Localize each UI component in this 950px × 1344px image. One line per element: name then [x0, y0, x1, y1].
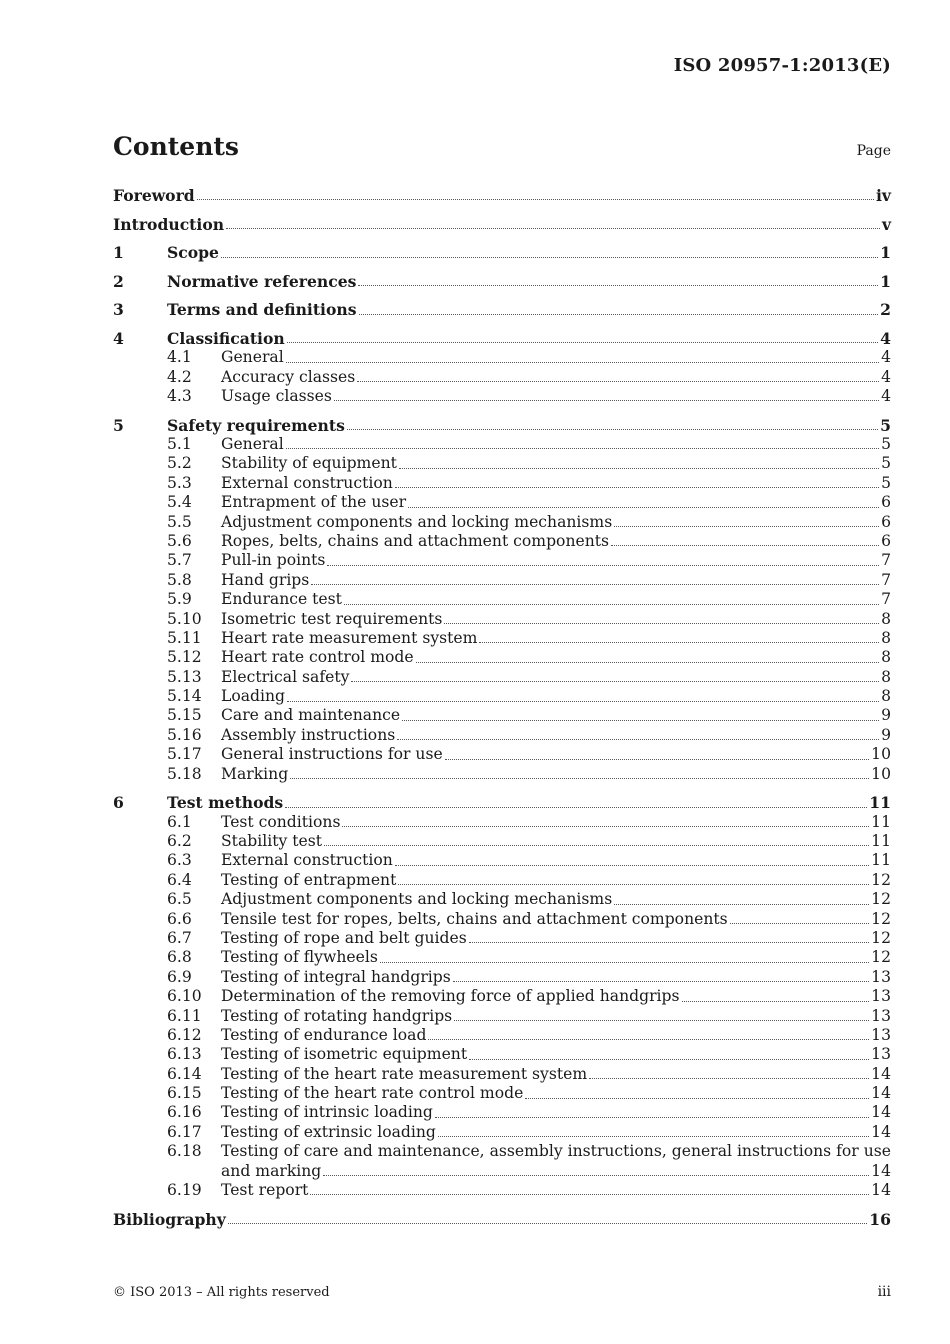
toc-entry[interactable] — [113, 745, 891, 764]
toc-entry[interactable] — [113, 987, 891, 1006]
toc-entry-number: 5.7 — [167, 551, 192, 570]
toc-entry-page: 12 — [871, 948, 891, 967]
toc-entry[interactable] — [113, 1065, 891, 1084]
toc-entry-number: 5.4 — [167, 493, 192, 512]
dot-leader — [285, 807, 867, 808]
toc-entry-page: 10 — [871, 745, 891, 764]
dot-leader — [342, 826, 869, 827]
toc-entry-label: Test report — [221, 1181, 309, 1200]
toc-entry-number: 5.17 — [167, 745, 202, 764]
toc-entry-page: 16 — [869, 1209, 891, 1229]
toc-entry-page: 5 — [881, 454, 891, 473]
toc-entry-page: 9 — [881, 725, 891, 744]
toc-entry-number: 5.8 — [167, 570, 192, 589]
dot-leader — [287, 342, 878, 343]
footer-copyright: © ISO 2013 – All rights reserved — [113, 1285, 330, 1300]
toc-entry-number: 6.16 — [167, 1103, 202, 1122]
dot-leader — [397, 739, 879, 740]
toc-entry-number: 5.1 — [167, 435, 192, 454]
toc-entry[interactable] — [113, 300, 891, 319]
toc-entry-page: 5 — [880, 415, 891, 435]
toc-entry-label: Heart rate control mode — [221, 648, 414, 667]
dot-leader — [444, 623, 879, 624]
toc-entry-page: 7 — [881, 551, 891, 570]
toc-entry-page: v — [881, 214, 891, 234]
toc-entry-page: 6 — [881, 512, 891, 531]
toc-entry[interactable] — [113, 1045, 891, 1064]
toc-entry-number: 6.10 — [167, 987, 202, 1006]
toc-entry-label: External construction — [221, 851, 393, 870]
toc-entry[interactable] — [113, 186, 891, 205]
dot-leader — [347, 429, 878, 430]
toc-entry-number: 6.3 — [167, 851, 192, 870]
toc-entry[interactable] — [113, 629, 891, 648]
toc-entry-page: 8 — [881, 687, 891, 706]
toc-entry-page: 8 — [881, 648, 891, 667]
toc-entry-label: Classification — [167, 328, 285, 348]
toc-title: Contents — [113, 132, 240, 161]
toc-entry-page: 14 — [871, 1064, 891, 1083]
toc-entry-page: 8 — [881, 667, 891, 686]
dot-leader — [395, 487, 879, 488]
dot-leader — [525, 1098, 869, 1099]
toc-entry-page: 14 — [871, 1103, 891, 1122]
toc-entry[interactable] — [113, 272, 891, 291]
dot-leader — [221, 257, 878, 258]
toc-entry-page: 6 — [881, 531, 891, 550]
dot-leader — [197, 199, 874, 200]
toc-entry-label: General — [221, 348, 284, 367]
table-of-contents — [113, 186, 891, 1229]
toc-entry-number: 6.17 — [167, 1122, 202, 1141]
toc-entry-label: Stability test — [221, 832, 322, 851]
dot-leader — [453, 981, 869, 982]
toc-entry-label: Test conditions — [221, 812, 341, 831]
toc-entry-page: 4 — [881, 367, 891, 386]
toc-entry-page: 12 — [871, 928, 891, 947]
toc-entry-label: Ropes, belts, chains and attachment components — [221, 531, 610, 550]
toc-entry-page: 14 — [871, 1122, 891, 1141]
toc-entry-number: 6.15 — [167, 1084, 202, 1103]
dot-leader — [445, 759, 869, 760]
dot-leader — [359, 314, 879, 315]
toc-entry[interactable] — [113, 474, 891, 493]
toc-entry-number: 6.19 — [167, 1181, 202, 1200]
toc-entry-label: Introduction — [113, 214, 225, 234]
toc-entry-label: Testing of the heart rate measurement system — [221, 1064, 588, 1083]
toc-header — [113, 132, 891, 161]
toc-entry-label: Adjustment components and locking mechanisms — [221, 890, 613, 909]
toc-entry[interactable] — [113, 513, 891, 532]
toc-entry-number: 6.7 — [167, 928, 192, 947]
toc-entry[interactable] — [113, 910, 891, 929]
toc-entry[interactable] — [113, 929, 891, 948]
toc-entry-number: 6.13 — [167, 1045, 202, 1064]
toc-entry-number: 5.14 — [167, 687, 202, 706]
toc-entry-page: 8 — [881, 628, 891, 647]
toc-entry[interactable] — [113, 890, 891, 909]
toc-entry[interactable] — [113, 707, 891, 726]
toc-entry-number: 5.9 — [167, 590, 192, 609]
toc-entry[interactable] — [113, 532, 891, 551]
toc-entry-page: 7 — [881, 590, 891, 609]
toc-entry-label: Testing of rope and belt guides — [221, 928, 467, 947]
toc-entry-label: Loading — [221, 687, 286, 706]
toc-entry-label: Safety requirements — [167, 415, 345, 435]
toc-entry-label: Testing of entrapment — [221, 870, 397, 889]
dot-leader — [324, 845, 869, 846]
toc-entry-label: Terms and definitions — [167, 300, 357, 320]
dot-leader — [334, 400, 879, 401]
toc-entry-page: 13 — [871, 1006, 891, 1025]
toc-entry[interactable] — [113, 1142, 891, 1181]
toc-entry[interactable] — [113, 1084, 891, 1103]
toc-entry-number: 6.8 — [167, 948, 192, 967]
toc-entry-label: General instructions for use — [221, 745, 443, 764]
toc-entry-page: 9 — [881, 706, 891, 725]
dot-leader — [228, 1223, 868, 1224]
dot-leader — [290, 778, 869, 779]
toc-entry-label: Electrical safety — [221, 667, 350, 686]
dot-leader — [398, 884, 869, 885]
toc-entry-number: 6.4 — [167, 870, 192, 889]
toc-entry[interactable] — [113, 454, 891, 473]
toc-entry-number: 4.3 — [167, 387, 192, 406]
dot-leader — [311, 584, 879, 585]
toc-entry[interactable] — [113, 590, 891, 609]
toc-entry[interactable] — [113, 687, 891, 706]
toc-entry-page: 4 — [881, 348, 891, 367]
toc-entry[interactable] — [113, 851, 891, 870]
dot-leader — [408, 507, 879, 508]
toc-entry-page: 12 — [871, 890, 891, 909]
toc-entry-label: Testing of the heart rate control mode — [221, 1084, 524, 1103]
toc-entry-page: 13 — [871, 987, 891, 1006]
dot-leader — [611, 545, 879, 546]
dot-leader — [469, 1059, 869, 1060]
toc-entry[interactable] — [113, 243, 891, 262]
toc-entry-number: 5.13 — [167, 667, 202, 686]
toc-entry-page: 11 — [871, 812, 891, 831]
toc-entry-page: iv — [876, 185, 891, 205]
toc-entry-label: Testing of rotating handgrips — [221, 1006, 453, 1025]
toc-page-label: Page — [856, 143, 891, 159]
toc-entry-page: 8 — [881, 609, 891, 628]
toc-entry-number: 4 — [113, 328, 124, 348]
toc-entry[interactable] — [113, 871, 891, 890]
toc-entry-page: 6 — [881, 493, 891, 512]
dot-leader — [399, 468, 879, 469]
toc-entry[interactable] — [113, 793, 891, 812]
toc-entry-label: Usage classes — [221, 387, 332, 406]
toc-entry-number: 5.6 — [167, 531, 192, 550]
toc-entry-page: 2 — [880, 300, 891, 320]
toc-entry-label: General — [221, 435, 284, 454]
toc-entry-label: Marking — [221, 764, 289, 783]
dot-leader — [358, 285, 878, 286]
toc-entry-number: 6.2 — [167, 832, 192, 851]
toc-entry-number: 6.12 — [167, 1025, 202, 1044]
toc-entry[interactable] — [113, 968, 891, 987]
toc-entry-label: Stability of equipment — [221, 454, 397, 473]
toc-entry[interactable] — [113, 765, 891, 784]
toc-entry-number: 5.3 — [167, 473, 192, 492]
dot-leader — [344, 604, 879, 605]
toc-entry[interactable] — [113, 1007, 891, 1026]
footer-page-number: iii — [877, 1284, 891, 1300]
toc-entry-number: 5.15 — [167, 706, 202, 725]
toc-entry-label: Entrapment of the user — [221, 493, 407, 512]
toc-entry[interactable] — [113, 368, 891, 387]
toc-entry-label: Testing of isometric equipment — [221, 1045, 468, 1064]
dot-leader — [310, 1194, 869, 1195]
toc-entry[interactable] — [113, 416, 891, 435]
dot-leader — [327, 565, 879, 566]
toc-entry-number: 5.16 — [167, 725, 202, 744]
toc-entry[interactable] — [113, 493, 891, 512]
dot-leader — [682, 1001, 870, 1002]
toc-entry-label: Testing of flywheels — [221, 948, 378, 967]
dot-leader — [380, 962, 869, 963]
toc-entry[interactable] — [113, 1210, 891, 1229]
toc-entry-number: 5.11 — [167, 628, 202, 647]
dot-leader — [395, 865, 869, 866]
toc-entry-label: Tensile test for ropes, belts, chains and attachment components — [221, 909, 728, 928]
toc-entry-page: 5 — [881, 435, 891, 454]
dot-leader — [469, 942, 869, 943]
toc-entry-label-continued: and marking — [221, 1161, 322, 1180]
toc-entry-number: 4.1 — [167, 348, 192, 367]
toc-entry-label: Determination of the removing force of applied handgrips — [221, 987, 680, 1006]
toc-entry-page: 13 — [871, 967, 891, 986]
toc-entry[interactable] — [113, 1123, 891, 1142]
toc-entry-page: 14 — [871, 1161, 891, 1180]
toc-entry-page: 12 — [871, 909, 891, 928]
toc-entry-page: 10 — [871, 764, 891, 783]
toc-entry-number: 6.18 — [167, 1142, 202, 1161]
toc-entry[interactable] — [113, 668, 891, 687]
toc-entry-label: Testing of extrinsic loading — [221, 1122, 436, 1141]
toc-entry-number: 3 — [113, 300, 124, 320]
dot-leader — [287, 701, 879, 702]
toc-entry[interactable] — [113, 571, 891, 590]
toc-entry-page: 1 — [880, 243, 891, 263]
toc-entry-number: 6.11 — [167, 1006, 202, 1025]
dot-leader — [416, 662, 879, 663]
toc-entry[interactable] — [113, 435, 891, 454]
toc-entry-number: 1 — [113, 243, 124, 263]
toc-entry[interactable] — [113, 813, 891, 832]
toc-entry-number: 5 — [113, 415, 124, 435]
toc-entry-number: 6.1 — [167, 812, 192, 831]
dot-leader — [286, 362, 879, 363]
standard-id: ISO 20957-1:2013(E) — [673, 55, 891, 76]
toc-entry[interactable] — [113, 1026, 891, 1045]
toc-entry-page: 12 — [871, 870, 891, 889]
toc-entry-label: Hand grips — [221, 570, 310, 589]
toc-entry-number: 5.12 — [167, 648, 202, 667]
toc-entry-number: 4.2 — [167, 367, 192, 386]
dot-leader — [614, 526, 879, 527]
toc-entry-page: 14 — [871, 1084, 891, 1103]
toc-entry-page: 13 — [871, 1025, 891, 1044]
toc-entry-label: Testing of integral handgrips — [221, 967, 451, 986]
toc-entry[interactable] — [113, 948, 891, 967]
toc-entry-label: Assembly instructions — [221, 725, 396, 744]
dot-leader — [226, 228, 880, 229]
toc-entry-label: Test methods — [167, 793, 284, 813]
toc-entry[interactable] — [113, 648, 891, 667]
dot-leader — [589, 1078, 869, 1079]
toc-entry[interactable] — [113, 348, 891, 367]
dot-leader — [454, 1020, 869, 1021]
toc-entry-label: Testing of care and maintenance, assembly instructions, general instructions for use — [221, 1142, 891, 1161]
toc-entry-number: 5.2 — [167, 454, 192, 473]
toc-entry-page: 4 — [880, 328, 891, 348]
toc-entry-label: Care and maintenance — [221, 706, 401, 725]
toc-entry-page: 11 — [871, 832, 891, 851]
toc-entry-number: 6.5 — [167, 890, 192, 909]
toc-entry-page: 5 — [881, 473, 891, 492]
toc-entry-number: 2 — [113, 271, 124, 291]
toc-entry-number: 6.9 — [167, 967, 192, 986]
toc-entry-label: Heart rate measurement system — [221, 628, 478, 647]
toc-entry-page: 13 — [871, 1045, 891, 1064]
dot-leader — [730, 923, 870, 924]
toc-entry-label: Endurance test — [221, 590, 342, 609]
toc-entry[interactable] — [113, 1104, 891, 1123]
dot-leader — [357, 381, 879, 382]
dot-leader — [614, 904, 869, 905]
dot-leader — [402, 720, 879, 721]
toc-entry-page: 14 — [871, 1181, 891, 1200]
toc-entry-number: 5.5 — [167, 512, 192, 531]
dot-leader — [351, 681, 879, 682]
toc-entry[interactable] — [113, 329, 891, 348]
toc-entry-label: Adjustment components and locking mechanisms — [221, 512, 613, 531]
dot-leader — [479, 642, 879, 643]
toc-entry[interactable] — [113, 726, 891, 745]
toc-entry-label: Scope — [167, 243, 219, 263]
dot-leader — [323, 1175, 869, 1176]
toc-entry[interactable] — [113, 551, 891, 570]
toc-entry-label: External construction — [221, 473, 393, 492]
toc-entry-label: Accuracy classes — [221, 367, 356, 386]
toc-entry-number: 5.18 — [167, 764, 202, 783]
toc-entry-label: Normative references — [167, 271, 357, 291]
dot-leader — [286, 448, 879, 449]
toc-entry-label: Bibliography — [113, 1209, 226, 1229]
toc-entry-number: 6.14 — [167, 1064, 202, 1083]
toc-entry-label: Foreword — [113, 185, 195, 205]
toc-entry-number: 6.6 — [167, 909, 192, 928]
dot-leader — [435, 1117, 869, 1118]
toc-entry[interactable] — [113, 610, 891, 629]
toc-entry-label: Pull-in points — [221, 551, 326, 570]
toc-entry-page: 7 — [881, 570, 891, 589]
toc-entry-page: 11 — [869, 793, 891, 813]
toc-entry-number: 6 — [113, 793, 124, 813]
dot-leader — [438, 1136, 869, 1137]
dot-leader — [428, 1039, 869, 1040]
toc-entry-page: 1 — [880, 271, 891, 291]
toc-entry[interactable] — [113, 215, 891, 234]
toc-entry[interactable] — [113, 1181, 891, 1200]
toc-entry[interactable] — [113, 387, 891, 406]
toc-entry-page: 11 — [871, 851, 891, 870]
toc-entry-page: 4 — [881, 387, 891, 406]
toc-entry-label: Testing of intrinsic loading — [221, 1103, 433, 1122]
toc-entry-label: Isometric test requirements — [221, 609, 443, 628]
toc-entry-label: Testing of endurance load — [221, 1025, 427, 1044]
toc-entry-number: 5.10 — [167, 609, 202, 628]
toc-entry[interactable] — [113, 832, 891, 851]
